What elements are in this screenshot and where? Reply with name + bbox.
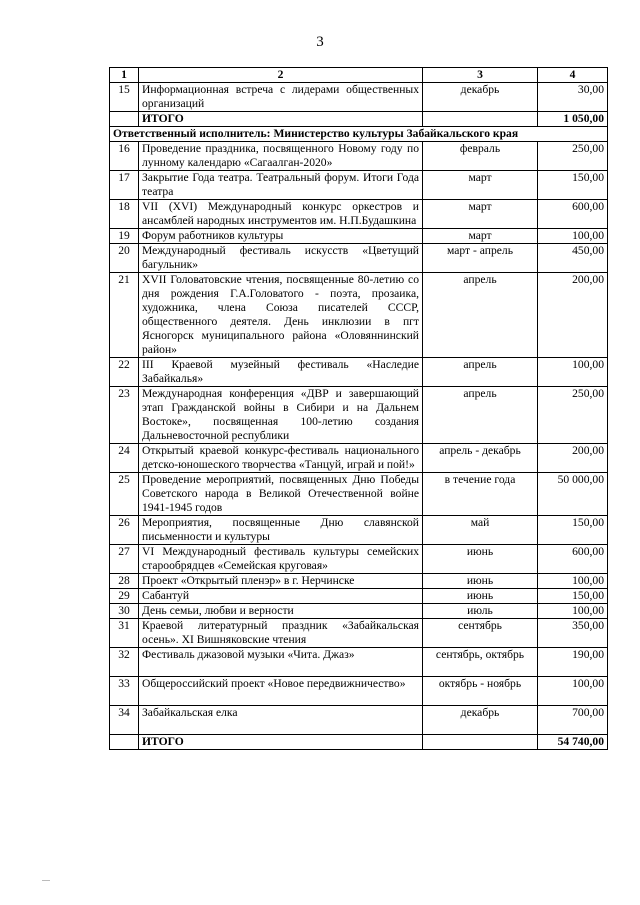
row-period: июнь xyxy=(423,589,538,604)
column-header: 3 xyxy=(423,68,538,83)
row-amount: 150,00 xyxy=(538,516,608,545)
table-row xyxy=(110,648,608,677)
row-number: 19 xyxy=(110,229,139,244)
events-table xyxy=(109,67,608,750)
table-row xyxy=(110,229,608,244)
row-number: 30 xyxy=(110,604,139,619)
row-description: Общероссийский проект «Новое передвижничество» xyxy=(139,677,423,706)
row-description: Фестиваль джазовой музыки «Чита. Джаз» xyxy=(139,648,423,677)
scan-mark xyxy=(42,880,50,881)
table-row xyxy=(110,516,608,545)
row-period: в течение года xyxy=(423,473,538,516)
row-description: Проведение мероприятий, посвященных Дню Победы Советского народа в Великой Отечественной войне 1941-1945 годов xyxy=(139,473,423,516)
row-number: 15 xyxy=(110,83,139,112)
row-number: 31 xyxy=(110,619,139,648)
row-amount: 100,00 xyxy=(538,604,608,619)
row-period: декабрь xyxy=(423,83,538,112)
row-amount: 600,00 xyxy=(538,200,608,229)
row-number: 33 xyxy=(110,677,139,706)
row-period: апрель xyxy=(423,273,538,358)
row-period: сентябрь xyxy=(423,619,538,648)
row-description: Открытый краевой конкурс-фестиваль национального детско-юношеского творчества «Танцуй, играй и пой!» xyxy=(139,444,423,473)
row-period: март - апрель xyxy=(423,244,538,273)
table-row xyxy=(110,142,608,171)
row-number: 17 xyxy=(110,171,139,200)
table-row xyxy=(110,83,608,112)
row-amount: 30,00 xyxy=(538,83,608,112)
row-number: 20 xyxy=(110,244,139,273)
row-period: декабрь xyxy=(423,706,538,735)
row-period: июнь xyxy=(423,574,538,589)
row-number: 32 xyxy=(110,648,139,677)
row-period: июль xyxy=(423,604,538,619)
row-amount: 700,00 xyxy=(538,706,608,735)
row-description: Закрытие Года театра. Театральный форум. Итоги Года театра xyxy=(139,171,423,200)
row-number: 21 xyxy=(110,273,139,358)
row-description: Забайкальская елка xyxy=(139,706,423,735)
table-row xyxy=(110,574,608,589)
row-number: 16 xyxy=(110,142,139,171)
row-number: 25 xyxy=(110,473,139,516)
row-period: сентябрь, октябрь xyxy=(423,648,538,677)
row-period: апрель - декабрь xyxy=(423,444,538,473)
row-period: июнь xyxy=(423,545,538,574)
row-description: XVII Головатовские чтения, посвященные 80-летию со дня рождения Г.А.Головатого - поэта, прозаика, художника, члена Союза писателей СССР, общественного деятеля. День инклюзии в пгт Ясногорск муниципального района «Оловяннинский район» xyxy=(139,273,423,358)
table-row xyxy=(110,387,608,444)
column-header: 1 xyxy=(110,68,139,83)
column-header: 4 xyxy=(538,68,608,83)
grand-total-amount: 54 740,00 xyxy=(538,735,608,750)
table-row xyxy=(110,589,608,604)
subtotal-row xyxy=(110,112,608,127)
subtotal-amount: 1 050,00 xyxy=(538,112,608,127)
row-description: Сабантуй xyxy=(139,589,423,604)
row-period: апрель xyxy=(423,387,538,444)
table-header-row xyxy=(110,68,608,83)
row-number: 34 xyxy=(110,706,139,735)
row-number: 22 xyxy=(110,358,139,387)
row-description: Форум работников культуры xyxy=(139,229,423,244)
row-period: март xyxy=(423,171,538,200)
row-number: 24 xyxy=(110,444,139,473)
row-amount: 100,00 xyxy=(538,574,608,589)
row-description: Международный фестиваль искусств «Цветущий багульник» xyxy=(139,244,423,273)
row-amount: 100,00 xyxy=(538,358,608,387)
table-row xyxy=(110,358,608,387)
row-description: Международная конференция «ДВР и завершающий этап Гражданской войны в Сибири и на Дальнем Востоке», посвященная 100-летию создания Дальневосточной республики xyxy=(139,387,423,444)
page-number: 3 xyxy=(316,34,324,50)
row-amount: 100,00 xyxy=(538,229,608,244)
row-amount: 150,00 xyxy=(538,589,608,604)
row-amount: 350,00 xyxy=(538,619,608,648)
table-row xyxy=(110,444,608,473)
table-row xyxy=(110,706,608,735)
row-number: 26 xyxy=(110,516,139,545)
section-header-row xyxy=(110,127,608,142)
row-amount: 150,00 xyxy=(538,171,608,200)
row-period: май xyxy=(423,516,538,545)
table-row xyxy=(110,171,608,200)
row-amount: 600,00 xyxy=(538,545,608,574)
row-period: март xyxy=(423,229,538,244)
row-period: апрель xyxy=(423,358,538,387)
row-description: Информационная встреча с лидерами общественных организаций xyxy=(139,83,423,112)
row-amount: 450,00 xyxy=(538,244,608,273)
row-description: Краевой литературный праздник «Забайкальская осень». XI Вишняковские чтения xyxy=(139,619,423,648)
grand-total-label: ИТОГО xyxy=(139,735,423,750)
table-row xyxy=(110,619,608,648)
row-description: VII (XVI) Международный конкурс оркестров и ансамблей народных инструментов им. Н.П.Будашкина xyxy=(139,200,423,229)
table-row xyxy=(110,545,608,574)
row-description: III Краевой музейный фестиваль «Наследие Забайкалья» xyxy=(139,358,423,387)
table-row xyxy=(110,604,608,619)
table-row xyxy=(110,473,608,516)
table-row xyxy=(110,244,608,273)
row-description: День семьи, любви и верности xyxy=(139,604,423,619)
row-number: 29 xyxy=(110,589,139,604)
row-amount: 100,00 xyxy=(538,677,608,706)
row-amount: 190,00 xyxy=(538,648,608,677)
row-number: 27 xyxy=(110,545,139,574)
row-amount: 50 000,00 xyxy=(538,473,608,516)
row-period: март xyxy=(423,200,538,229)
table-row xyxy=(110,200,608,229)
row-number: 18 xyxy=(110,200,139,229)
row-amount: 250,00 xyxy=(538,142,608,171)
table-row xyxy=(110,273,608,358)
section-title: Ответственный исполнитель: Министерство культуры Забайкальского края xyxy=(110,127,608,142)
row-description: Мероприятия, посвященные Дню славянской письменности и культуры xyxy=(139,516,423,545)
row-number: 28 xyxy=(110,574,139,589)
subtotal-label: ИТОГО xyxy=(139,112,423,127)
row-period: февраль xyxy=(423,142,538,171)
grand-total-row xyxy=(110,735,608,750)
row-number: 23 xyxy=(110,387,139,444)
row-amount: 200,00 xyxy=(538,273,608,358)
column-header: 2 xyxy=(139,68,423,83)
row-description: Проведение праздника, посвященного Новому году по лунному календарю «Сагаалган-2020» xyxy=(139,142,423,171)
row-amount: 200,00 xyxy=(538,444,608,473)
row-description: Проект «Открытый пленэр» в г. Нерчинске xyxy=(139,574,423,589)
row-amount: 250,00 xyxy=(538,387,608,444)
table-row xyxy=(110,677,608,706)
row-period: октябрь - ноябрь xyxy=(423,677,538,706)
row-description: VI Международный фестиваль культуры семейских старообрядцев «Семейская круговая» xyxy=(139,545,423,574)
